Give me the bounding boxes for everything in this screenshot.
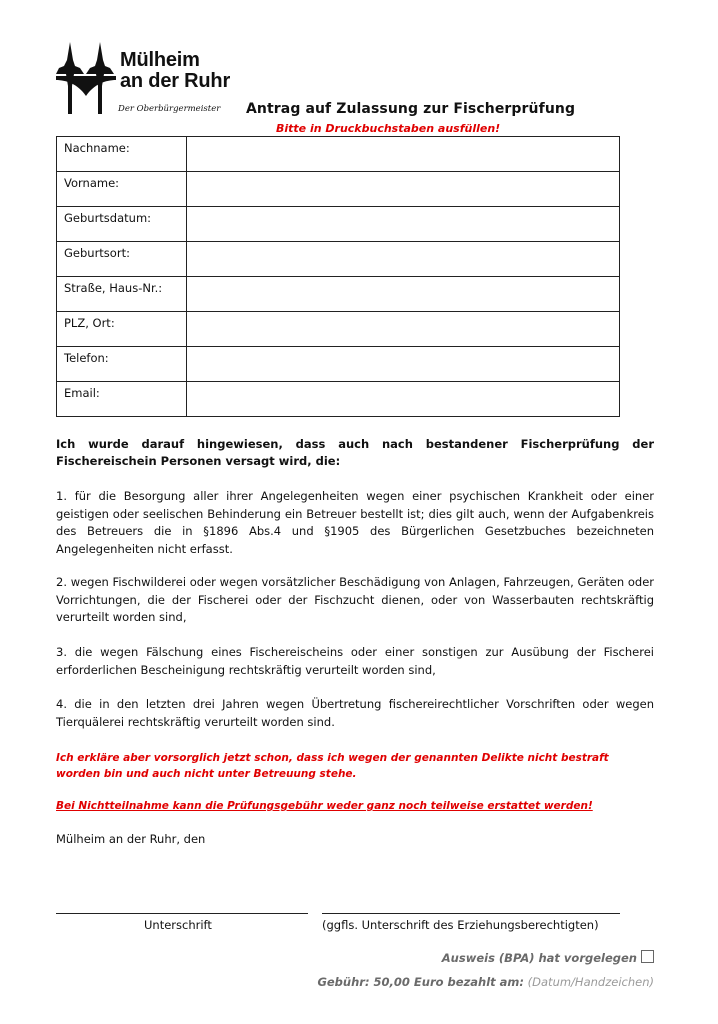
guardian-signature-label: (ggfls. Unterschrift des Erziehungsberechtigten) [322,918,599,932]
condition-item-3: 3. die wegen Fälschung eines Fischereischeins oder einer sonstigen zur Ausübung der Fischerei erforderlichen Bescheinigung rechtskräftig verurteilt worden sind, [56,645,654,677]
place-date-label: Mülheim an der Ruhr, den [56,832,206,846]
intro-statement: Ich wurde darauf hingewiesen, dass auch nach bestandener Fischerprüfung der Fischereischein Personen versagt wird, die: [56,437,654,468]
field-label: Geburtsdatum: [57,207,187,242]
form-row [57,382,620,417]
plz-ort-field[interactable] [187,312,620,347]
field-label: PLZ, Ort: [57,312,187,347]
logo-subtitle: Der Oberbürgermeister [118,104,221,114]
refund-notice: Bei Nichtteilnahme kann die Prüfungsgebühr weder ganz noch teilweise erstattet werden! [56,800,593,812]
form-row [57,137,620,172]
field-label: Telefon: [57,347,187,382]
geburtsort-field[interactable] [187,242,620,277]
field-label: Geburtsort: [57,242,187,277]
condition-item-4: 4. die in den letzten drei Jahren wegen Übertretung fischereirechtlicher Vorschriften oder wegen Tierquälerei rechtskräftig verurteilt worden sind. [56,697,654,729]
signature-line[interactable] [56,913,308,914]
id-presented-checkbox[interactable] [641,950,654,963]
field-label: Vorname: [57,172,187,207]
declaration-statement: Ich erkläre aber vorsorglich jetzt schon, dass ich wegen der genannten Delikte nicht bestraft worden bin und auch nicht unter Betreuung stehe. [56,752,609,780]
form-row [57,242,620,277]
field-label: Email: [57,382,187,417]
vorname-field[interactable] [187,172,620,207]
signature-label: Unterschrift [144,918,212,932]
city-emblem-icon [56,40,116,116]
form-row [57,347,620,382]
fee-label: Gebühr: 50,00 Euro bezahlt am: [317,975,525,989]
telefon-field[interactable] [187,347,620,382]
email-field[interactable] [187,382,620,417]
nachname-field[interactable] [187,137,620,172]
form-row [57,312,620,347]
id-presented-row [442,950,654,965]
city-logo [56,40,256,120]
geburtsdatum-field[interactable] [187,207,620,242]
strasse-field[interactable] [187,277,620,312]
condition-item-2: 2. wegen Fischwilderei oder wegen vorsätzlicher Beschädigung von Anlagen, Fahrzeugen, Geräten oder Vorrichtungen, die der Fischerei oder der Fischzucht dienen, oder von Wasserbauten rechtskräftig verurteilt worden sind, [56,575,654,624]
form-row [57,172,620,207]
logo-city-line1: Mülheim [120,49,200,71]
guardian-signature-line[interactable] [322,913,620,914]
fee-note: (Datum/Handzeichen) [527,975,654,989]
id-presented-label: Ausweis (BPA) hat vorgelegen [441,951,637,965]
field-label: Nachname: [57,137,187,172]
fee-row [317,975,654,989]
document-title: Antrag auf Zulassung zur Fischerprüfung [246,101,576,117]
logo-city-name [120,50,230,92]
applicant-form-table [56,136,620,417]
condition-item-1: 1. für die Besorgung aller ihrer Angelegenheiten wegen einer psychischen Krankheit oder einer geistigen oder seelischen Behinderung ein Betreuer bestellt ist; dies gilt auch, wenn der Aufgabenkreis des Betreuers die in §1896 Abs.4 und §1905 des Bürgerlichen Gesetzbuches bezeichneten Angelegenheiten nicht erfasst. [56,489,654,556]
form-row [57,277,620,312]
logo-city-line2: an der Ruhr [120,70,231,92]
fill-instruction: Bitte in Druckbuchstaben ausfüllen! [276,122,501,135]
field-label: Straße, Haus-Nr.: [57,277,187,312]
form-row [57,207,620,242]
